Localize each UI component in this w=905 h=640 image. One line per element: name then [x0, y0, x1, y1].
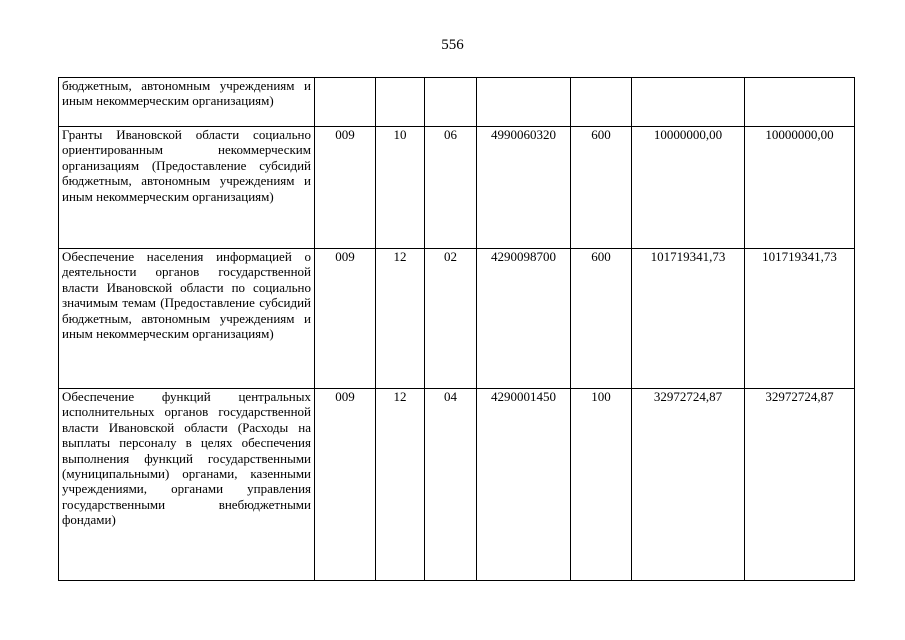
subsection-code: [425, 78, 477, 127]
ministry-code: 009: [315, 127, 376, 249]
ministry-code: [315, 78, 376, 127]
section-code: 10: [376, 127, 425, 249]
amount-year-2: 10000000,00: [745, 127, 855, 249]
ministry-code: 009: [315, 389, 376, 581]
row-description: бюджетным, автономным учреждениям и иным некоммерческим организациям): [59, 78, 315, 127]
row-description: Гранты Ивановской области социально ориентированным некоммерческим организациям (Предоставление субсидий бюджетным, автономным учреждениям и иным некоммерческим организациям): [59, 127, 315, 249]
amount-year-2: [745, 78, 855, 127]
target-article-code: 4990060320: [477, 127, 571, 249]
amount-year-1: [632, 78, 745, 127]
amount-year-1: 32972724,87: [632, 389, 745, 581]
amount-year-1: 101719341,73: [632, 249, 745, 389]
table-row: [59, 78, 855, 127]
amount-year-1: 10000000,00: [632, 127, 745, 249]
target-article-code: 4290001450: [477, 389, 571, 581]
expense-type-code: 100: [571, 389, 632, 581]
target-article-code: [477, 78, 571, 127]
section-code: 12: [376, 389, 425, 581]
table-row: [59, 249, 855, 389]
amount-year-2: 32972724,87: [745, 389, 855, 581]
section-code: 12: [376, 249, 425, 389]
subsection-code: 06: [425, 127, 477, 249]
table-row: [59, 389, 855, 581]
page-number: 556: [441, 37, 464, 53]
expense-type-code: [571, 78, 632, 127]
row-description: Обеспечение функций центральных исполнительных органов государственной власти Ивановской области (Расходы на выплаты персоналу в целях обеспечения выполнения функций государственными (муниципальными) органами, казенными учреждениями, органами управления государственными внебюджетными фондами): [59, 389, 315, 581]
budget-table: [58, 77, 855, 581]
subsection-code: 04: [425, 389, 477, 581]
section-code: [376, 78, 425, 127]
ministry-code: 009: [315, 249, 376, 389]
table-row: [59, 127, 855, 249]
expense-type-code: 600: [571, 249, 632, 389]
subsection-code: 02: [425, 249, 477, 389]
target-article-code: 4290098700: [477, 249, 571, 389]
amount-year-2: 101719341,73: [745, 249, 855, 389]
expense-type-code: 600: [571, 127, 632, 249]
row-description: Обеспечение населения информацией о деятельности органов государственной власти Ивановской области по социально значимым темам (Предоставление субсидий бюджетным, автономным учреждениям и иным некоммерческим организациям): [59, 249, 315, 389]
